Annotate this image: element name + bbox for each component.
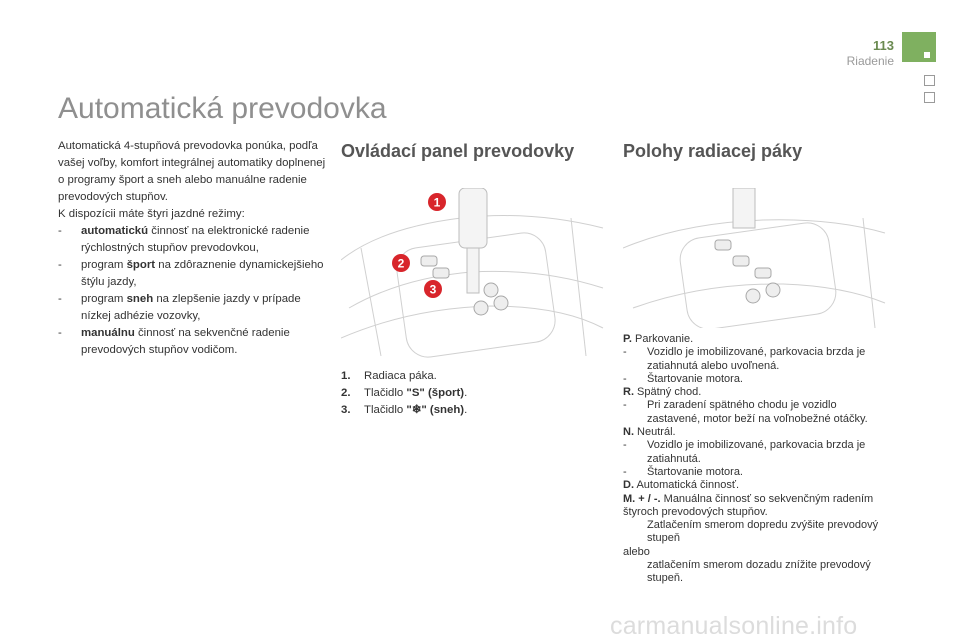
list-item: - Pri zaradení spätného chodu je vozidlo zastavené, motor beží na voľnobežné otáčky. xyxy=(623,399,868,425)
page-number: 113 xyxy=(873,38,894,53)
section-name: Riadenie xyxy=(846,54,894,68)
legend-item: 1. Radiaca páka. xyxy=(341,370,437,382)
legend-item: 3. Tlačidlo "❄" (sneh). xyxy=(341,404,468,416)
control-panel-heading: Ovládací panel prevodovky xyxy=(341,141,575,161)
chapter-tab-outline xyxy=(924,92,935,103)
intro-text xyxy=(58,138,326,359)
position-d: D. Automatická činnosť. xyxy=(623,479,740,492)
chapter-tab-outline xyxy=(924,75,935,86)
lever-positions-heading: Polohy radiacej páky xyxy=(623,141,803,161)
list-item: - manuálnu činnosť na sekvenčné radenie prevodových stupňov vodičom. xyxy=(58,327,290,356)
page-title: Automatická prevodovka xyxy=(58,92,387,125)
position-p: P. Parkovanie. xyxy=(623,333,694,345)
list-item: zatlačením smerom dozadu znížite prevodový stupeň. xyxy=(647,559,871,585)
list-item: - automatickú činnosť na elektronické radenie rýchlostných stupňov prevodovkou, xyxy=(58,225,310,254)
list-item: - Vozidlo je imobilizované, parkovacia brzda je zatiahnutá alebo uvoľnená. xyxy=(623,346,866,372)
intro-paragraph: Automatická 4-stupňová prevodovka ponúka, podľa vašej voľby, komfort integrálnej automatiky doplnenej o programy šport a sneh alebo manuálne radenie prevodových stupňov. xyxy=(58,140,326,203)
list-item: - Vozidlo je imobilizované, parkovacia brzda je zatiahnutá. xyxy=(623,439,866,465)
gear-lever-positions-illustration xyxy=(623,188,886,328)
position-m: M. + / -. Manuálna činnosť so sekvenčným radením štyroch prevodových stupňov. xyxy=(623,492,874,518)
legend-item: 2. Tlačidlo "S" (šport). xyxy=(341,387,468,399)
list-item: - program sneh na zlepšenie jazdy v prípade nízkej adhézie vozovky, xyxy=(58,293,301,322)
control-panel-legend xyxy=(341,368,603,419)
list-item: - program šport na zdôraznenie dynamickejšieho štýlu jazdy, xyxy=(58,259,324,288)
chapter-tab-active xyxy=(902,32,936,62)
intro-modes-lead: K dispozícii máte štyri jazdné režimy: xyxy=(58,208,245,220)
callout-1: 1 xyxy=(433,195,441,210)
position-n: N. Neutrál. xyxy=(623,426,676,439)
callout-3: 3 xyxy=(429,282,437,297)
list-item: - Štartovanie motora. xyxy=(623,372,743,385)
position-r: R. Spätný chod. xyxy=(623,386,702,399)
list-item: - Štartovanie motora. xyxy=(623,465,743,478)
list-item: Zatlačením smerom dopredu zvýšite prevodový stupeň xyxy=(647,519,879,545)
callout-2: 2 xyxy=(397,256,405,271)
lever-positions-text xyxy=(623,333,888,586)
gear-console-illustration xyxy=(341,188,604,360)
or-text: alebo xyxy=(623,545,650,558)
watermark: carmanualsonline.info xyxy=(610,612,858,640)
